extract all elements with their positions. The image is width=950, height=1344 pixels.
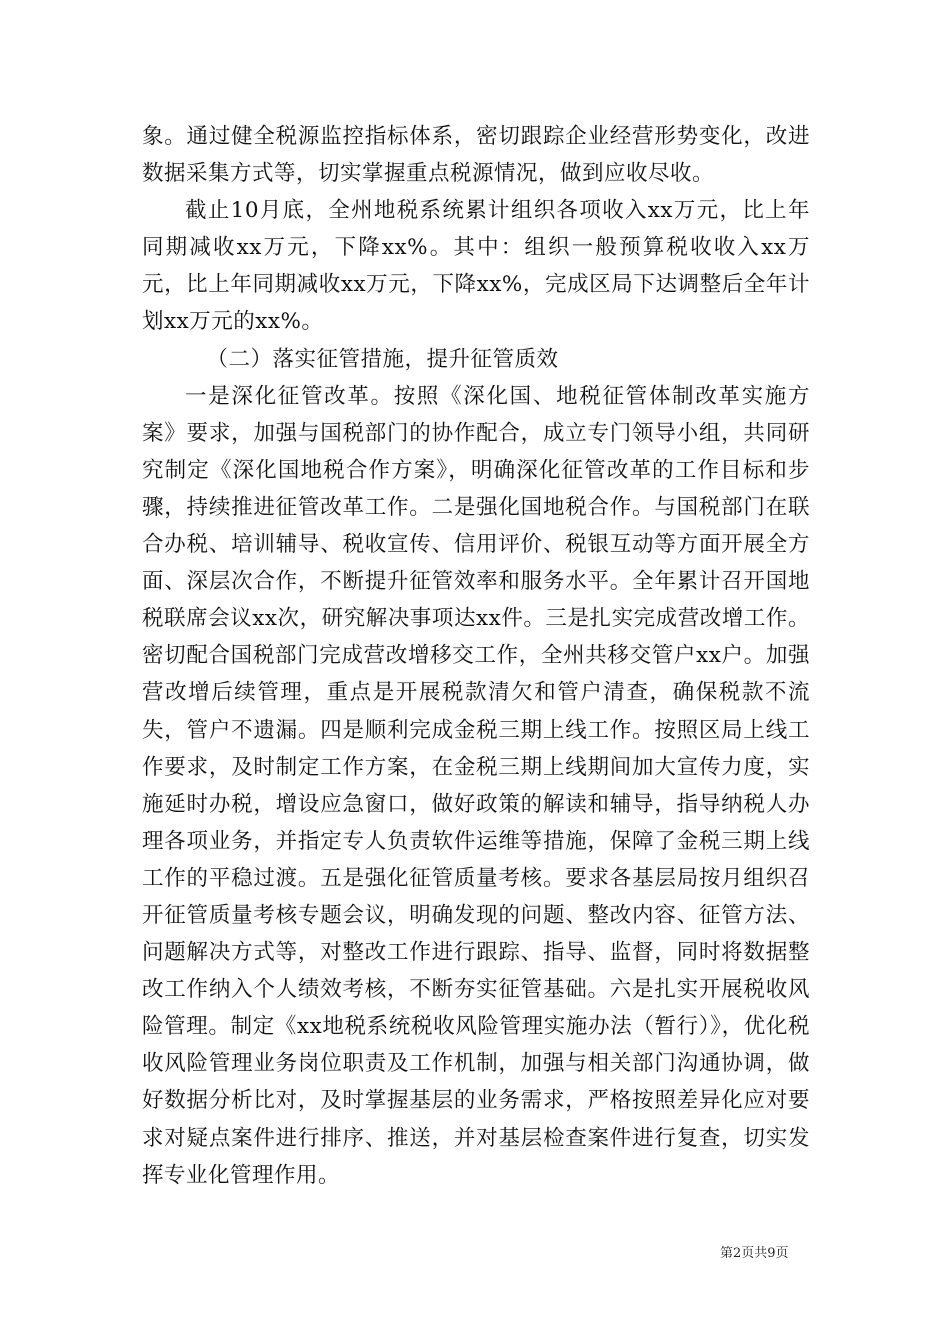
document-body (142, 118, 810, 1194)
page-number-footer: 第2页共9页 (720, 1246, 789, 1261)
paragraph-collection-measures: 一是深化征管改革。按照《深化国、地税征管体制改革实施方案》要求，加强与国税部门的协作配合，成立专门领导小组，共同研究制定《深化国地税合作方案》，明确深化征管改革的工作目标和步骤，持续推进征管改革工作。二是强化国地税合作。与国税部门在联合办税、培训辅导、税收宣传、信用评价、税银互动等方面开展全方面、深层次合作，不断提升征管效率和服务水平。全年累计召开国地税联席会议xx次，研究解决事项达xx件。三是扎实完成营改增工作。密切配合国税部门完成营改增移交工作，全州共移交管户xx户。加强营改增后续管理，重点是开展税款清欠和管户清查，确保税款不流失，管户不遗漏。四是顺利完成金税三期上线工作。按照区局上线工作要求，及时制定工作方案，在金税三期上线期间加大宣传力度，实施延时办税，增设应急窗口，做好政策的解读和辅导，指导纳税人办理各项业务，并指定专人负责软件运维等措施，保障了金税三期上线工作的平稳过渡。五是强化征管质量考核。要求各基层局按月组织召开征管质量考核专题会议，明确发现的问题、整改内容、征管方法、问题解决方式等，对整改工作进行跟踪、指导、监督，同时将数据整改工作纳入个人绩效考核，不断夯实征管基础。六是扎实开展税收风险管理。制定《xx地税系统税收风险管理实施办法（暂行）》，优化税收风险管理业务岗位职责及工作机制，加强与相关部门沟通协调，做好数据分析比对，及时掌握基层的业务需求，严格按照差异化应对要求对疑点案件进行排序、推送，并对基层检查案件进行复查，切实发挥专业化管理作用。 (142, 383, 810, 1188)
paragraph-continuation: 象。通过健全税源监控指标体系，密切跟踪企业经营形势变化，改进数据采集方式等，切实掌握重点税源情况，做到应收尽收。 (142, 124, 810, 187)
section-heading: （二）落实征管措施，提升征管质效 (206, 346, 559, 372)
paragraph-revenue-summary: 截止10月底，全州地税系统累计组织各项收入xx万元，比上年同期减收xx万元，下降xx%。其中：组织一般预算税收收入xx万元，比上年同期减收xx万元，下降xx%，完成区局下达调整后全年计划xx万元的xx%。 (142, 198, 810, 335)
